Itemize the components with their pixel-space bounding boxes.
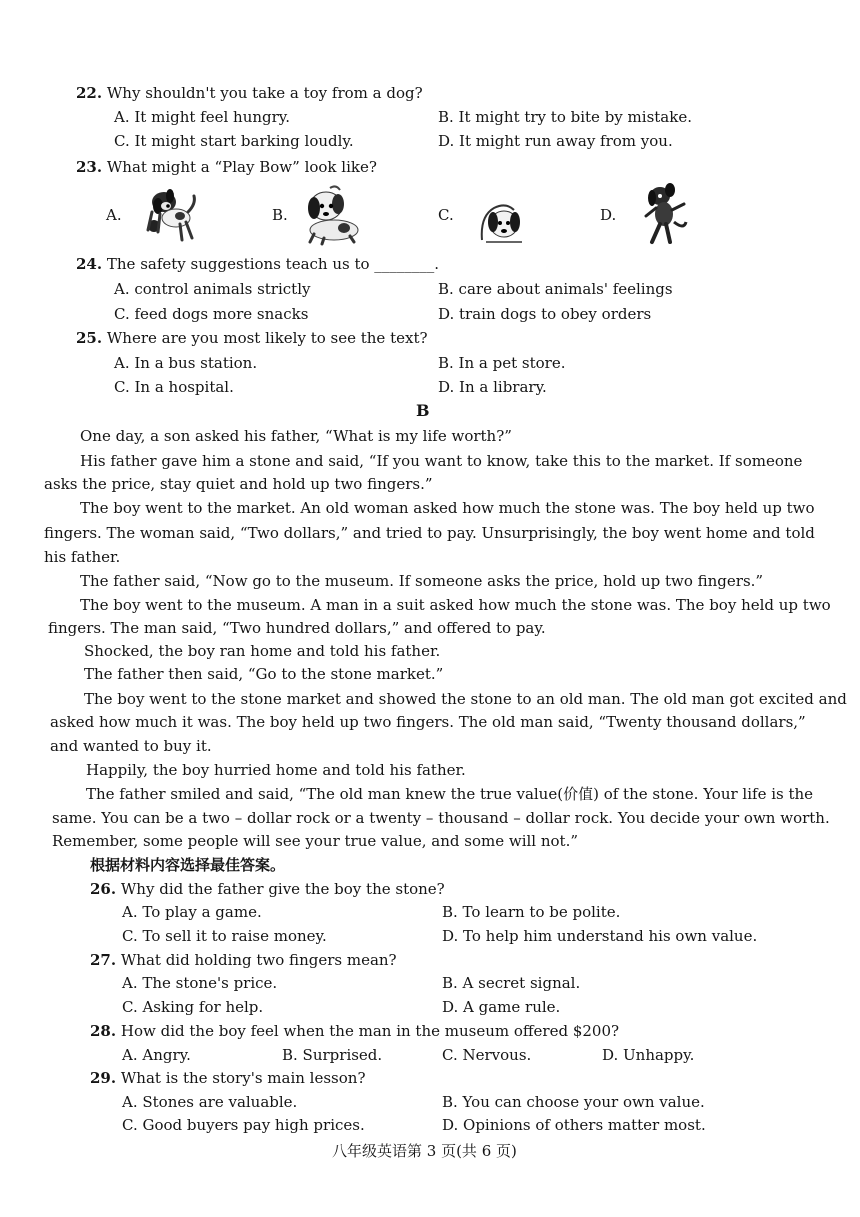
- section-title: B: [416, 401, 430, 420]
- dog-play-bow-icon: [140, 182, 202, 244]
- page-footer: 八年级英语第 3 页(共 6 页): [332, 1142, 517, 1160]
- option-a: A. Angry.: [122, 1046, 191, 1064]
- passage-line: his father.: [44, 548, 121, 566]
- passage-line: The father smiled and said, “The old man knew the true value(价值) of the stone. Your life is the: [86, 785, 814, 803]
- passage-line: Remember, some people will see your true value, and some will not.”: [52, 832, 579, 850]
- question-text: Why shouldn't you take a toy from a dog?: [106, 84, 423, 102]
- option-b: B. In a pet store.: [438, 354, 566, 372]
- option-d: D. It might run away from you.: [438, 132, 673, 150]
- passage-line: same. You can be a two – dollar rock or a twenty – thousand – dollar rock. You decide your own worth.: [52, 809, 830, 827]
- option-d: D. In a library.: [438, 378, 547, 396]
- question-number: 22.: [76, 84, 103, 102]
- question-28: [90, 1021, 619, 1041]
- question-text: What did holding two fingers mean?: [120, 951, 397, 969]
- passage-line: The boy went to the stone market and showed the stone to an old man. The old man got excited and: [84, 690, 847, 708]
- option-c: C. Asking for help.: [122, 998, 264, 1016]
- option-c: C. It might start barking loudly.: [114, 132, 354, 150]
- question-number: 25.: [76, 329, 103, 347]
- passage-line: asked how much it was. The boy held up two fingers. The old man said, “Twenty thousand dollars,”: [50, 713, 806, 731]
- option-b: B.: [272, 206, 288, 224]
- option-b: B. You can choose your own value.: [442, 1093, 705, 1111]
- question-number: 27.: [90, 951, 117, 969]
- passage-line: and wanted to buy it.: [50, 737, 212, 755]
- option-b: B. It might try to bite by mistake.: [438, 108, 692, 126]
- passage-line: His father gave him a stone and said, “If you want to know, take this to the market. If someone: [80, 452, 803, 470]
- question-text: Where are you most likely to see the text?: [106, 329, 428, 347]
- option-a: A.: [106, 206, 122, 224]
- question-24: [76, 254, 439, 274]
- option-a: A. In a bus station.: [114, 354, 258, 372]
- passage-line: Shocked, the boy ran home and told his father.: [84, 642, 441, 660]
- passage-line: One day, a son asked his father, “What is my life worth?”: [80, 427, 512, 445]
- option-a: A. The stone's price.: [122, 974, 278, 992]
- question-29: [90, 1068, 366, 1088]
- option-b: B. care about animals' feelings: [438, 280, 673, 298]
- question-25: [76, 328, 428, 348]
- passage-line: Happily, the boy hurried home and told his father.: [86, 761, 466, 779]
- option-a: A. control animals strictly: [114, 280, 311, 298]
- option-c: C. feed dogs more snacks: [114, 305, 309, 323]
- option-d: D.: [600, 206, 617, 224]
- question-text: What might a “Play Bow” look like?: [106, 158, 377, 176]
- option-d: D. Opinions of others matter most.: [442, 1116, 706, 1134]
- option-a: A. Stones are valuable.: [122, 1093, 298, 1111]
- option-d: D. train dogs to obey orders: [438, 305, 652, 323]
- passage-line: The father then said, “Go to the stone market.”: [84, 665, 444, 683]
- passage-line: The boy went to the market. An old woman asked how much the stone was. The boy held up two: [80, 499, 815, 517]
- option-d: D. To help him understand his own value.: [442, 927, 758, 945]
- question-27: [90, 950, 397, 970]
- passage-line: The father said, “Now go to the museum. If someone asks the price, hold up two fingers.”: [80, 572, 764, 590]
- option-c: C. To sell it to raise money.: [122, 927, 327, 945]
- passage-line: asks the price, stay quiet and hold up two fingers.”: [44, 475, 433, 493]
- option-c: C.: [438, 206, 454, 224]
- dog-lying-icon: [300, 184, 364, 246]
- question-text: The safety suggestions teach us to ________.: [106, 255, 440, 273]
- option-c: C. Nervous.: [442, 1046, 532, 1064]
- question-number: 29.: [90, 1069, 117, 1087]
- passage-line: The boy went to the museum. A man in a suit asked how much the stone was. The boy held up two: [80, 596, 831, 614]
- option-a: A. It might feel hungry.: [114, 108, 291, 126]
- option-c: C. In a hospital.: [114, 378, 234, 396]
- question-number: 23.: [76, 158, 103, 176]
- option-a: A. To play a game.: [122, 903, 262, 921]
- question-22: [76, 83, 423, 103]
- question-text: Why did the father give the boy the stone?: [120, 880, 445, 898]
- passage-line: fingers. The woman said, “Two dollars,” and tried to pay. Unsurprisingly, the boy went home and told: [44, 524, 815, 542]
- option-d: D. Unhappy.: [602, 1046, 695, 1064]
- question-number: 24.: [76, 255, 103, 273]
- passage-line: fingers. The man said, “Two hundred dollars,” and offered to pay.: [48, 619, 546, 637]
- option-b: B. A secret signal.: [442, 974, 581, 992]
- dog-peeking-icon: [476, 196, 530, 248]
- option-b: B. Surprised.: [282, 1046, 383, 1064]
- question-number: 28.: [90, 1022, 117, 1040]
- question-23: [76, 157, 377, 177]
- question-text: How did the boy feel when the man in the museum offered $200?: [120, 1022, 620, 1040]
- question-text: What is the story's main lesson?: [120, 1069, 366, 1087]
- option-d: D. A game rule.: [442, 998, 561, 1016]
- option-b: B. To learn to be polite.: [442, 903, 621, 921]
- question-26: [90, 879, 445, 899]
- section-instruction: 根据材料内容选择最佳答案。: [90, 856, 286, 874]
- option-c: C. Good buyers pay high prices.: [122, 1116, 365, 1134]
- dog-standing-icon: [636, 182, 692, 246]
- question-number: 26.: [90, 880, 117, 898]
